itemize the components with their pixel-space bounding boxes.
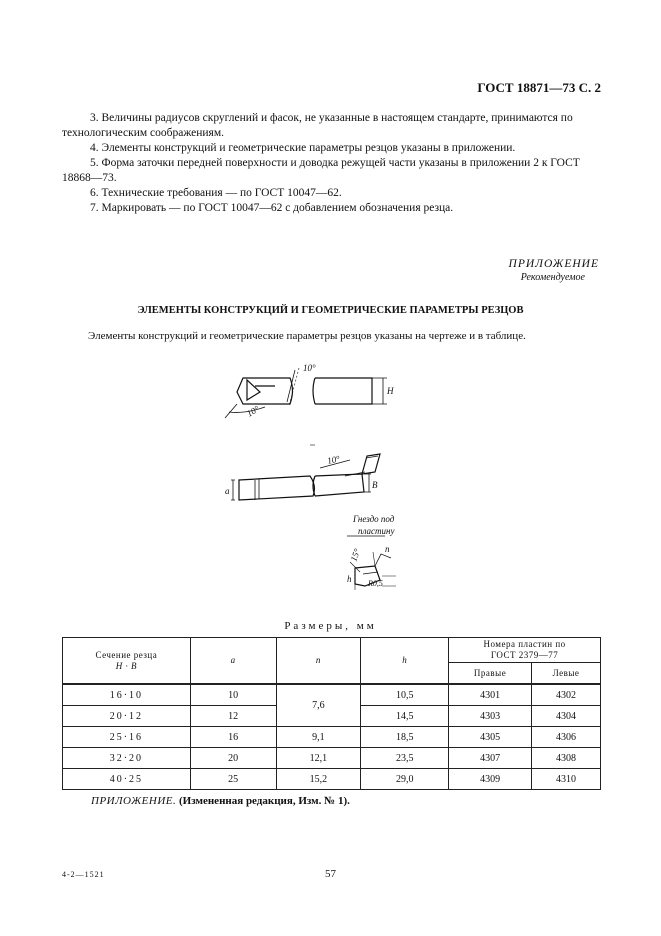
cutter-side-view (231, 445, 380, 500)
header-right: Правые (449, 663, 532, 685)
cell-section: 32·20 (63, 748, 191, 769)
socket-label-2: пластину (358, 526, 395, 536)
cell-section: 16·10 (63, 684, 191, 706)
cell-section: 25·16 (63, 727, 191, 748)
socket-label-1: Гнездо под (353, 514, 395, 524)
cell-right: 4309 (449, 769, 532, 790)
cell-section: 40·25 (63, 769, 191, 790)
dimensions-table (62, 637, 601, 790)
section-title: ЭЛЕМЕНТЫ КОНСТРУКЦИЙ И ГЕОМЕТРИЧЕСКИЕ ПАРАМЕТРЫ РЕЗЦОВ (137, 305, 524, 316)
paragraph-3: 3. Величины радиусов скруглений и фасок, не указанные в настоящем стандарте, принимаются по технологическим соображениям. (62, 112, 573, 139)
table-caption: Размеры, мм (284, 620, 377, 632)
cell-n: 12,1 (276, 748, 361, 769)
label-n: n (385, 544, 390, 554)
print-code: 4-2—1521 (62, 870, 105, 879)
label-h: h (347, 574, 352, 584)
cell-a: 12 (190, 706, 276, 727)
cell-right: 4307 (449, 748, 532, 769)
angle-side-label: 10° (245, 403, 261, 419)
label-H: H (387, 386, 394, 396)
angle-top-label: 10° (303, 363, 316, 373)
cell-a: 20 (190, 748, 276, 769)
cell-h: 29,0 (361, 769, 449, 790)
header-a: a (190, 638, 276, 685)
cell-section: 20·12 (63, 706, 191, 727)
angle-detail-label: 15° (348, 547, 363, 563)
cell-h: 18,5 (361, 727, 449, 748)
page-number: 57 (325, 868, 336, 880)
paragraph-5: 5. Форма заточки передней поверхности и доводка режущей части указаны в приложении 2 к ГОСТ 18868—73. (62, 157, 580, 184)
angle-mid-label: 10° (326, 453, 341, 466)
cell-h: 23,5 (361, 748, 449, 769)
paragraph-6: 6. Технические требования — по ГОСТ 10047—62. (90, 187, 342, 199)
cell-left: 4308 (532, 748, 601, 769)
cell-a: 16 (190, 727, 276, 748)
intro-text: Элементы конструкций и геометрические параметры резцов указаны на чертеже и в таблице. (88, 330, 526, 342)
amendment-label: ПРИЛОЖЕНИЕ. (91, 795, 177, 807)
cell-left: 4306 (532, 727, 601, 748)
paragraph-4: 4. Элементы конструкций и геометрические параметры резцов указаны в приложении. (90, 142, 516, 154)
cell-left: 4304 (532, 706, 601, 727)
header-section-label: Сечение резца (95, 649, 158, 660)
cell-left: 4302 (532, 684, 601, 706)
amendment-note (91, 795, 350, 807)
cell-left: 4310 (532, 769, 601, 790)
table-row (63, 769, 601, 790)
amendment-text: (Измененная редакция, Изм. № 1). (178, 795, 350, 807)
cell-n: 9,1 (276, 727, 361, 748)
cutter-drawing (215, 362, 415, 602)
header-h: h (361, 638, 449, 685)
cell-n: 7,6 (276, 684, 361, 727)
cell-right: 4303 (449, 706, 532, 727)
header-plates: Номера пластин по ГОСТ 2379—77 (449, 638, 601, 663)
appendix-subtitle: Рекомендуемое (520, 272, 585, 283)
cell-right: 4301 (449, 684, 532, 706)
cell-a: 25 (190, 769, 276, 790)
cell-right: 4305 (449, 727, 532, 748)
header-section-sub: H · B (115, 660, 137, 671)
cell-h: 10,5 (361, 684, 449, 706)
header-n: n (276, 638, 361, 685)
cell-h: 14,5 (361, 706, 449, 727)
page-header: ГОСТ 18871—73 С. 2 (477, 80, 601, 95)
cell-n: 15,2 (276, 769, 361, 790)
label-a: a (225, 486, 230, 496)
header-left: Левые (532, 663, 601, 685)
cell-a: 10 (190, 684, 276, 706)
label-B: B (372, 480, 378, 490)
appendix-title: ПРИЛОЖЕНИЕ (508, 258, 599, 270)
table-row (63, 748, 601, 769)
table-row (63, 684, 601, 706)
table-row (63, 727, 601, 748)
header-section (63, 638, 191, 685)
radius-label: R0,5 (368, 579, 383, 588)
paragraph-7: 7. Маркировать — по ГОСТ 10047—62 с добавлением обозначения резца. (90, 202, 454, 214)
